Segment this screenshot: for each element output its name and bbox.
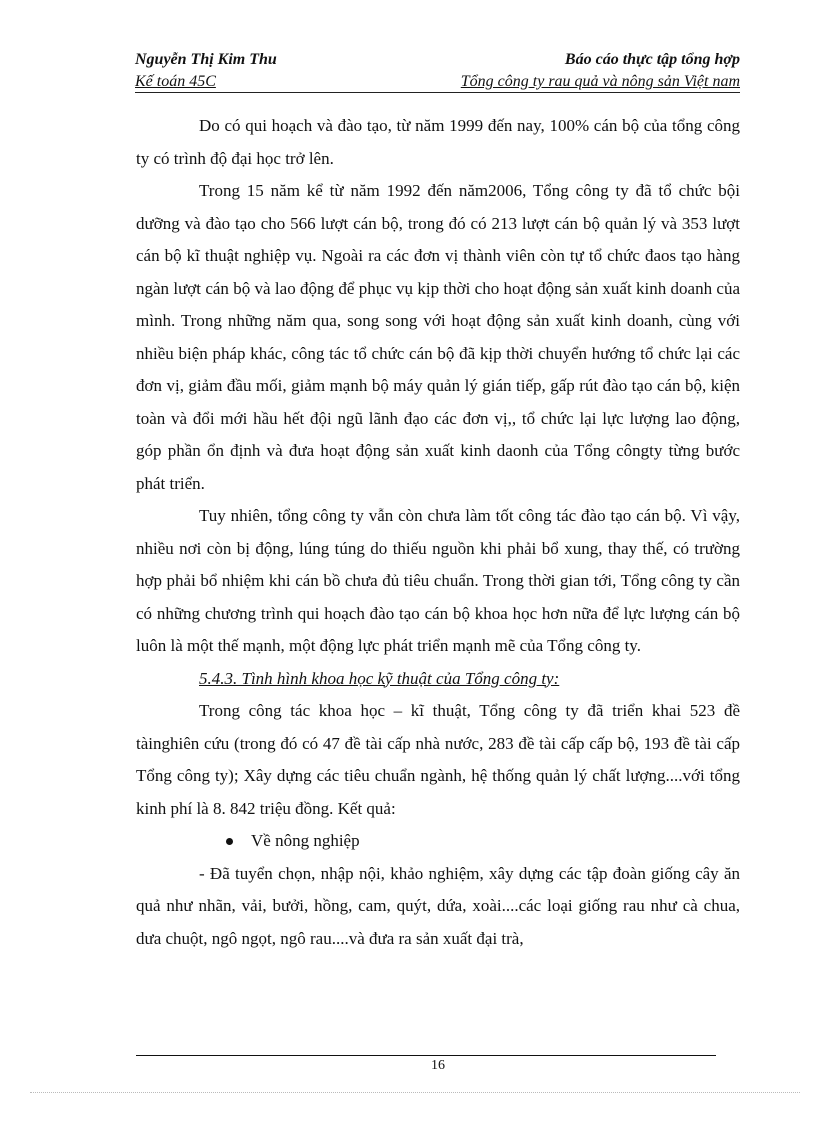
header-author: Nguyễn Thị Kim Thu [135, 51, 277, 68]
bullet-item [136, 825, 740, 858]
section-heading: 5.4.3. Tình hình khoa học kỹ thuật của Tổng công ty: [199, 668, 560, 688]
header-class: Kế toán 45C [135, 73, 216, 90]
header-company: Tổng công ty rau quả và nông sản Việt nam [460, 73, 740, 90]
paragraph-4: Trong công tác khoa học – kĩ thuật, Tổng công ty đã triển khai 523 đề tàinghiên cứu (trong đó có 47 đề tài cấp nhà nước, 283 đề tài cấp cấp bộ, 193 đề tài cấp Tổng công ty); Xây dựng các tiêu chuẩn ngành, hệ thống quản lý chất lượng....với tổng kinh phí là 8. 842 triệu đồng. Kết quả: [136, 701, 740, 818]
header-row-1 [135, 49, 740, 70]
paragraph-2: Trong 15 năm kể từ năm 1992 đến năm2006, Tổng công ty đã tổ chức bội dưỡng và đào tạo cho 566 lượt cán bộ, trong đó có 213 lượt cán bộ quản lý và 353 lượt cán bộ kĩ thuật nghiệp vụ. Ngoài ra các đơn vị thành viên còn tự tổ chức đaos tạo hàng ngàn lượt cán bộ và lao động để phục vụ kịp thời cho hoạt động sản xuất kinh doanh của mình. Trong những năm qua, song song với hoạt động sản xuất kinh doanh, cùng với nhiều biện pháp khác, công tác tổ chức cán bộ đã kịp thời chuyển hướng tổ chức lại các đơn vị, giảm đầu mối, giảm mạnh bộ máy quản lý gián tiếp, gấp rút đào tạo cán bộ, kiện toàn và đổi mới hầu hết đội ngũ lãnh đạo các đơn vị,, tổ chức lại lực lượng lao động, góp phần ổn định và đưa hoạt động sản xuất kinh daonh của Tổng côngty từng bước phát triển. [136, 181, 740, 493]
header-divider [135, 92, 740, 93]
document-body [136, 110, 740, 955]
header-report-title: Báo cáo thực tập tổng hợp [564, 51, 740, 68]
bullet-dot-icon [226, 838, 233, 845]
page-number: 16 [431, 1058, 445, 1073]
paragraph-5: - Đã tuyển chọn, nhập nội, khảo nghiệm, xây dựng các tập đoàn giống cây ăn quả như nhãn, vải, bưởi, hồng, cam, quýt, dứa, xoài....các loại giống rau như cà chua, dưa chuột, ngô ngọt, ngô rau....và đưa ra sản xuất đại trà, [136, 863, 740, 948]
bullet-text: Về nông nghiệp [251, 831, 360, 850]
footer-divider [136, 1055, 716, 1056]
page-bottom-border [30, 1092, 800, 1093]
paragraph-3: Tuy nhiên, tổng công ty vẫn còn chưa làm tốt công tác đào tạo cán bộ. Vì vậy, nhiều nơi còn bị động, lúng túng do thiếu nguồn khi phải bổ xung, thay thế, có trường hợp phải bổ nhiệm khi cán bồ chưa đủ tiêu chuẩn. Trong thời gian tới, Tổng công ty cần có những chương trình qui hoạch đào tạo cán bộ khoa học hơn nữa để lực lượng cán bộ luôn là một thế mạnh, một động lực phát triển mạnh mẽ của Tổng công ty. [136, 506, 740, 655]
header-row-2 [135, 71, 740, 92]
paragraph-1: Do có qui hoạch và đào tạo, từ năm 1999 đến nay, 100% cán bộ của tổng công ty có trình độ đại học trở lên. [136, 116, 740, 168]
